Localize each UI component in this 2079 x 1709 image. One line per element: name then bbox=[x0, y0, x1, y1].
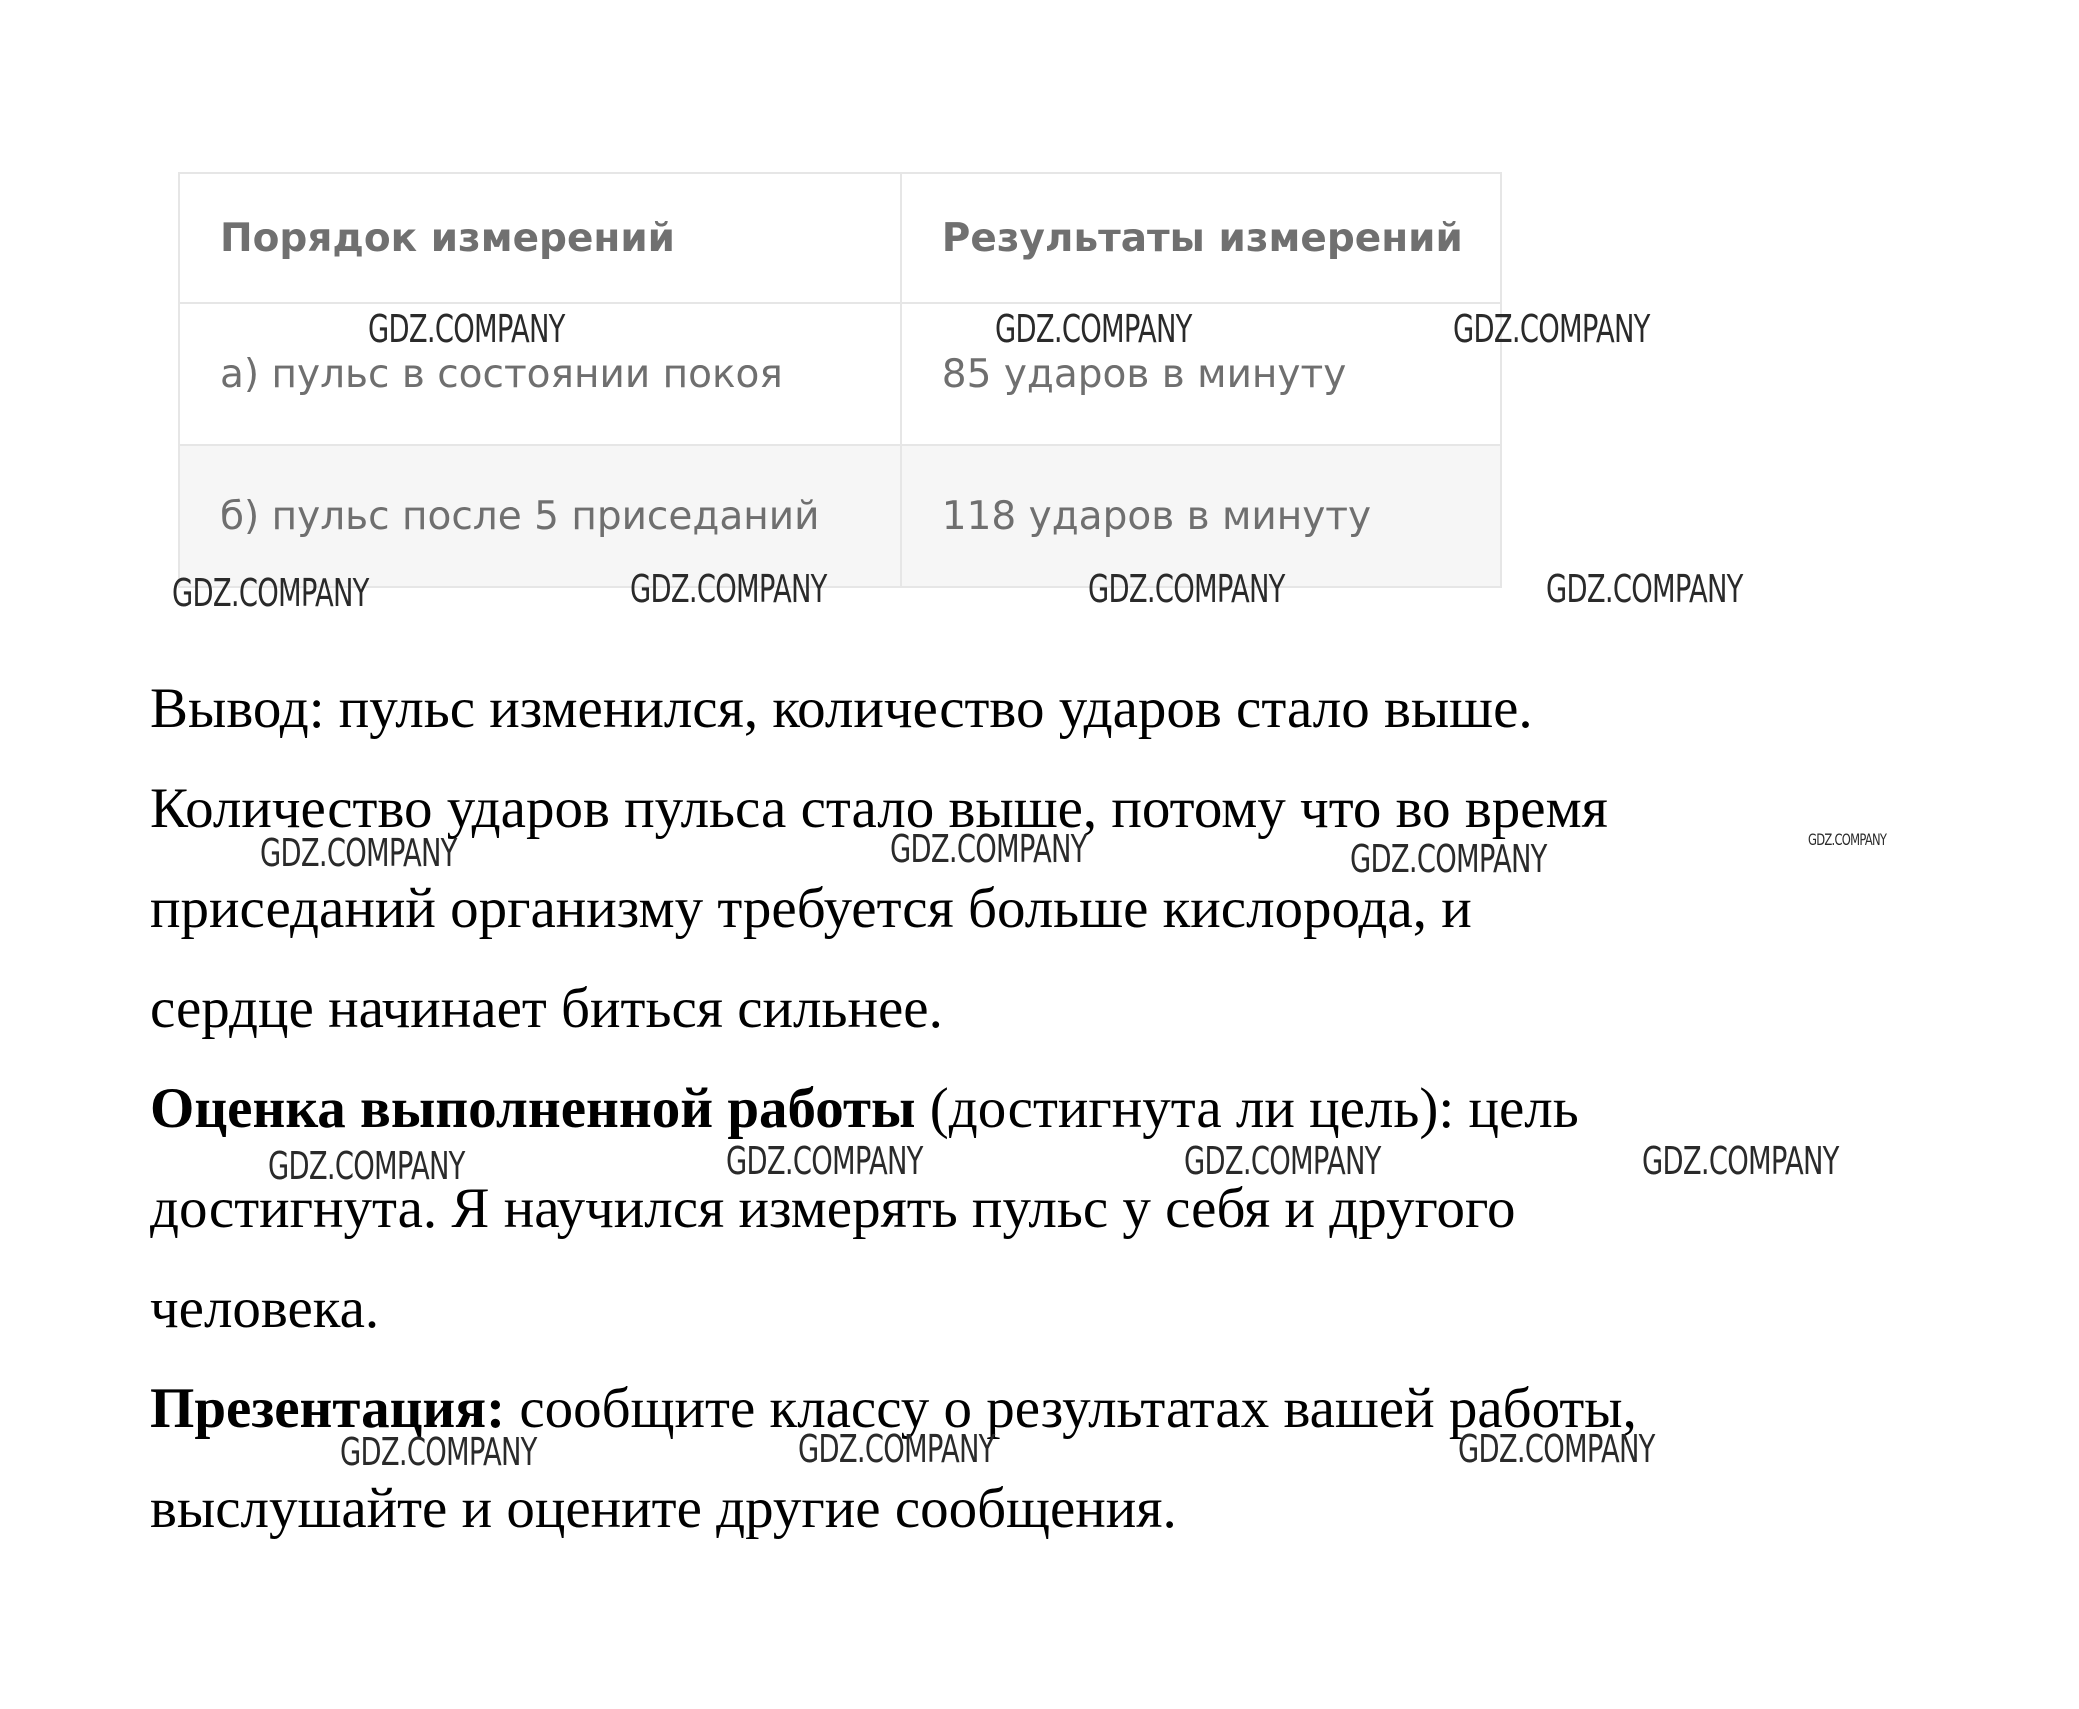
table-cell: 85 ударов в минуту bbox=[901, 303, 1501, 445]
watermark: GDZ.COMPANY bbox=[995, 307, 1192, 351]
watermark: GDZ.COMPANY bbox=[368, 307, 565, 351]
watermark: GDZ.COMPANY bbox=[1642, 1139, 1839, 1183]
presentation-text: сообщите классу о результатах вашей работы, bbox=[505, 1377, 1637, 1440]
watermark: GDZ.COMPANY bbox=[1546, 567, 1743, 611]
watermark: GDZ.COMPANY bbox=[268, 1144, 465, 1188]
conclusion-line: Вывод: пульс изменился, количество ударов стало выше. bbox=[150, 677, 1533, 740]
measurements-table bbox=[178, 172, 1502, 588]
watermark: GDZ.COMPANY bbox=[1184, 1139, 1381, 1183]
explanation-line-3: сердце начинает биться сильнее. bbox=[150, 977, 943, 1040]
table-header-row bbox=[179, 173, 1501, 303]
evaluation-text: (достигнута ли цель): цель bbox=[915, 1077, 1579, 1140]
explanation-line-2: приседаний организму требуется больше кислорода, и bbox=[150, 877, 1472, 940]
watermark: GDZ.COMPANY bbox=[1350, 837, 1547, 881]
watermark: GDZ.COMPANY bbox=[1453, 307, 1650, 351]
watermark: GDZ.COMPANY bbox=[1808, 830, 1887, 849]
table-header-order: Порядок измерений bbox=[179, 173, 901, 303]
table-row bbox=[179, 445, 1501, 587]
evaluation-line-3: человека. bbox=[150, 1277, 380, 1340]
watermark: GDZ.COMPANY bbox=[890, 827, 1087, 871]
watermark: GDZ.COMPANY bbox=[172, 571, 369, 615]
presentation-heading: Презентация: bbox=[150, 1377, 506, 1440]
watermark: GDZ.COMPANY bbox=[630, 567, 827, 611]
explanation-line-1: Количество ударов пульса стало выше, потому что во время bbox=[150, 777, 1608, 840]
watermark: GDZ.COMPANY bbox=[726, 1139, 923, 1183]
table-cell: 118 ударов в минуту bbox=[901, 445, 1501, 587]
watermark: GDZ.COMPANY bbox=[340, 1430, 537, 1474]
watermark: GDZ.COMPANY bbox=[1458, 1427, 1655, 1471]
table-cell: б) пульс после 5 приседаний bbox=[179, 445, 901, 587]
evaluation-line-1 bbox=[150, 1077, 1579, 1140]
table-header-results: Результаты измерений bbox=[901, 173, 1501, 303]
watermark: GDZ.COMPANY bbox=[260, 831, 457, 875]
presentation-line-2: выслушайте и оцените другие сообщения. bbox=[150, 1477, 1177, 1540]
table-cell: а) пульс в состоянии покоя bbox=[179, 303, 901, 445]
watermark: GDZ.COMPANY bbox=[798, 1427, 995, 1471]
evaluation-heading: Оценка выполненной работы bbox=[150, 1077, 916, 1140]
watermark: GDZ.COMPANY bbox=[1088, 567, 1285, 611]
evaluation-line-2: достигнута. Я научился измерять пульс у себя и другого bbox=[150, 1177, 1516, 1240]
